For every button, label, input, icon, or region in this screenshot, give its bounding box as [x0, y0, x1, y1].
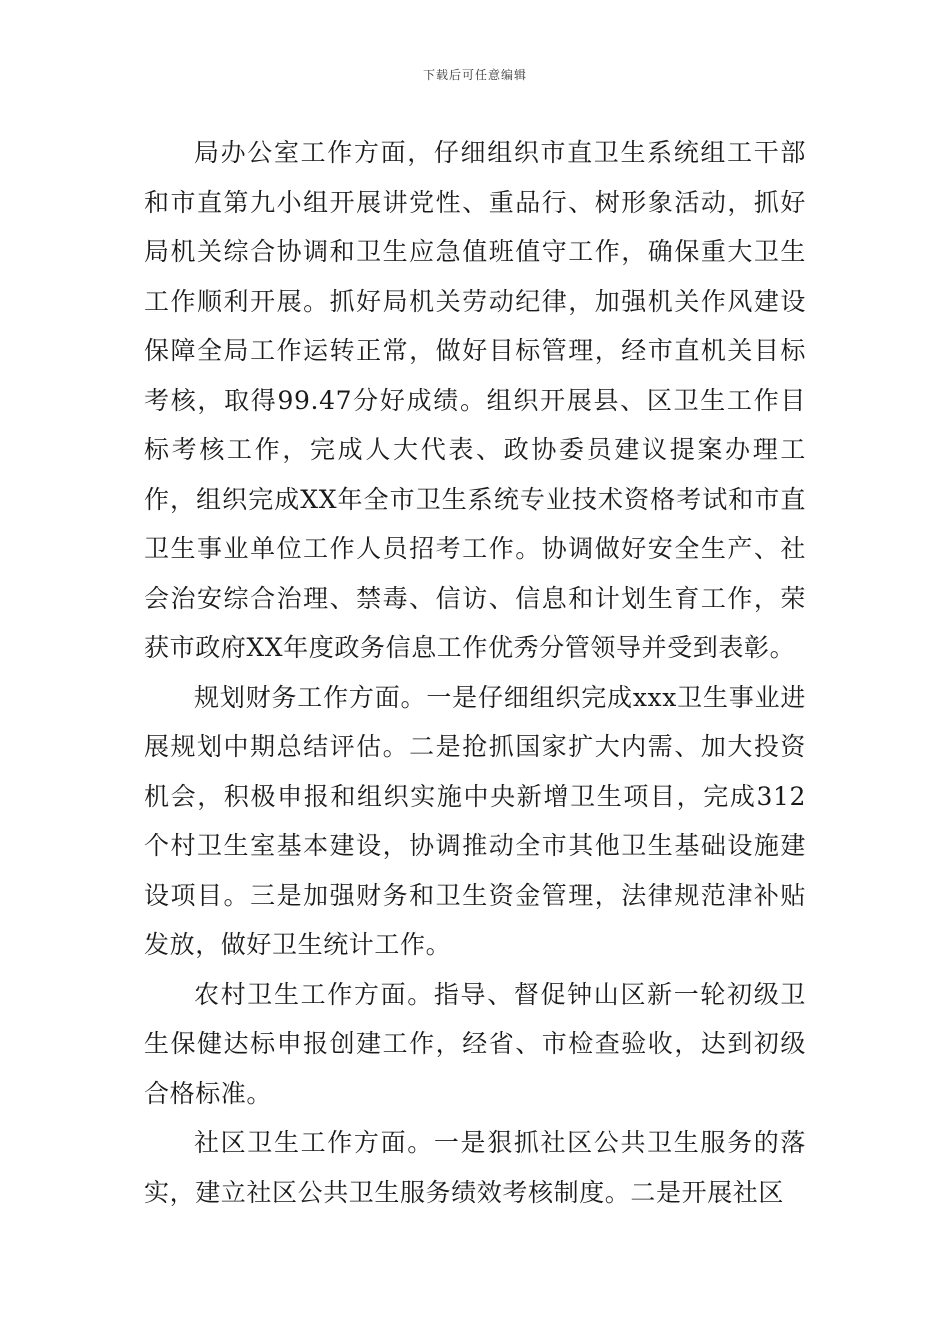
paragraph-planning-finance: 规划财务工作方面。一是仔细组织完成xxx卫生事业进展规划中期总结评估。二是抢抓国家扩大内需、加大投资机会，积极申报和组织实施中央新增卫生项目，完成312个村卫生室基本建设，协调推动全市其他卫生基础设施建设项目。三是加强财务和卫生资金管理，法律规范津补贴发放，做好卫生统计工作。 [144, 682, 806, 959]
body-text [144, 128, 806, 1217]
paragraph-rural-health: 农村卫生工作方面。指导、督促钟山区新一轮初级卫生保健达标申报创建工作，经省、市检查验收，达到初级合格标准。 [144, 979, 806, 1108]
paragraph-office-work: 局办公室工作方面，仔细组织市直卫生系统组工干部和市直第九小组开展讲党性、重品行、树形象活动，抓好局机关综合协调和卫生应急值班值守工作，确保重大卫生工作顺利开展。抓好局机关劳动纪律，加强机关作风建设保障全局工作运转正常，做好目标管理，经市直机关目标考核，取得99.47分好成绩。组织开展县、区卫生工作目标考核工作，完成人大代表、政协委员建议提案办理工作，组织完成XX年全市卫生系统专业技术资格考试和市直卫生事业单位工作人员招考工作。协调做好安全生产、社会治安综合治理、禁毒、信访、信息和计划生育工作，荣获市政府XX年度政务信息工作优秀分管领导并受到表彰。 [144, 138, 806, 662]
paragraph-community-health: 社区卫生工作方面。一是狠抓社区公共卫生服务的落实，建立社区公共卫生服务绩效考核制度。二是开展社区 [144, 1128, 806, 1207]
header-note: 下载后可任意编辑 [422, 68, 527, 82]
